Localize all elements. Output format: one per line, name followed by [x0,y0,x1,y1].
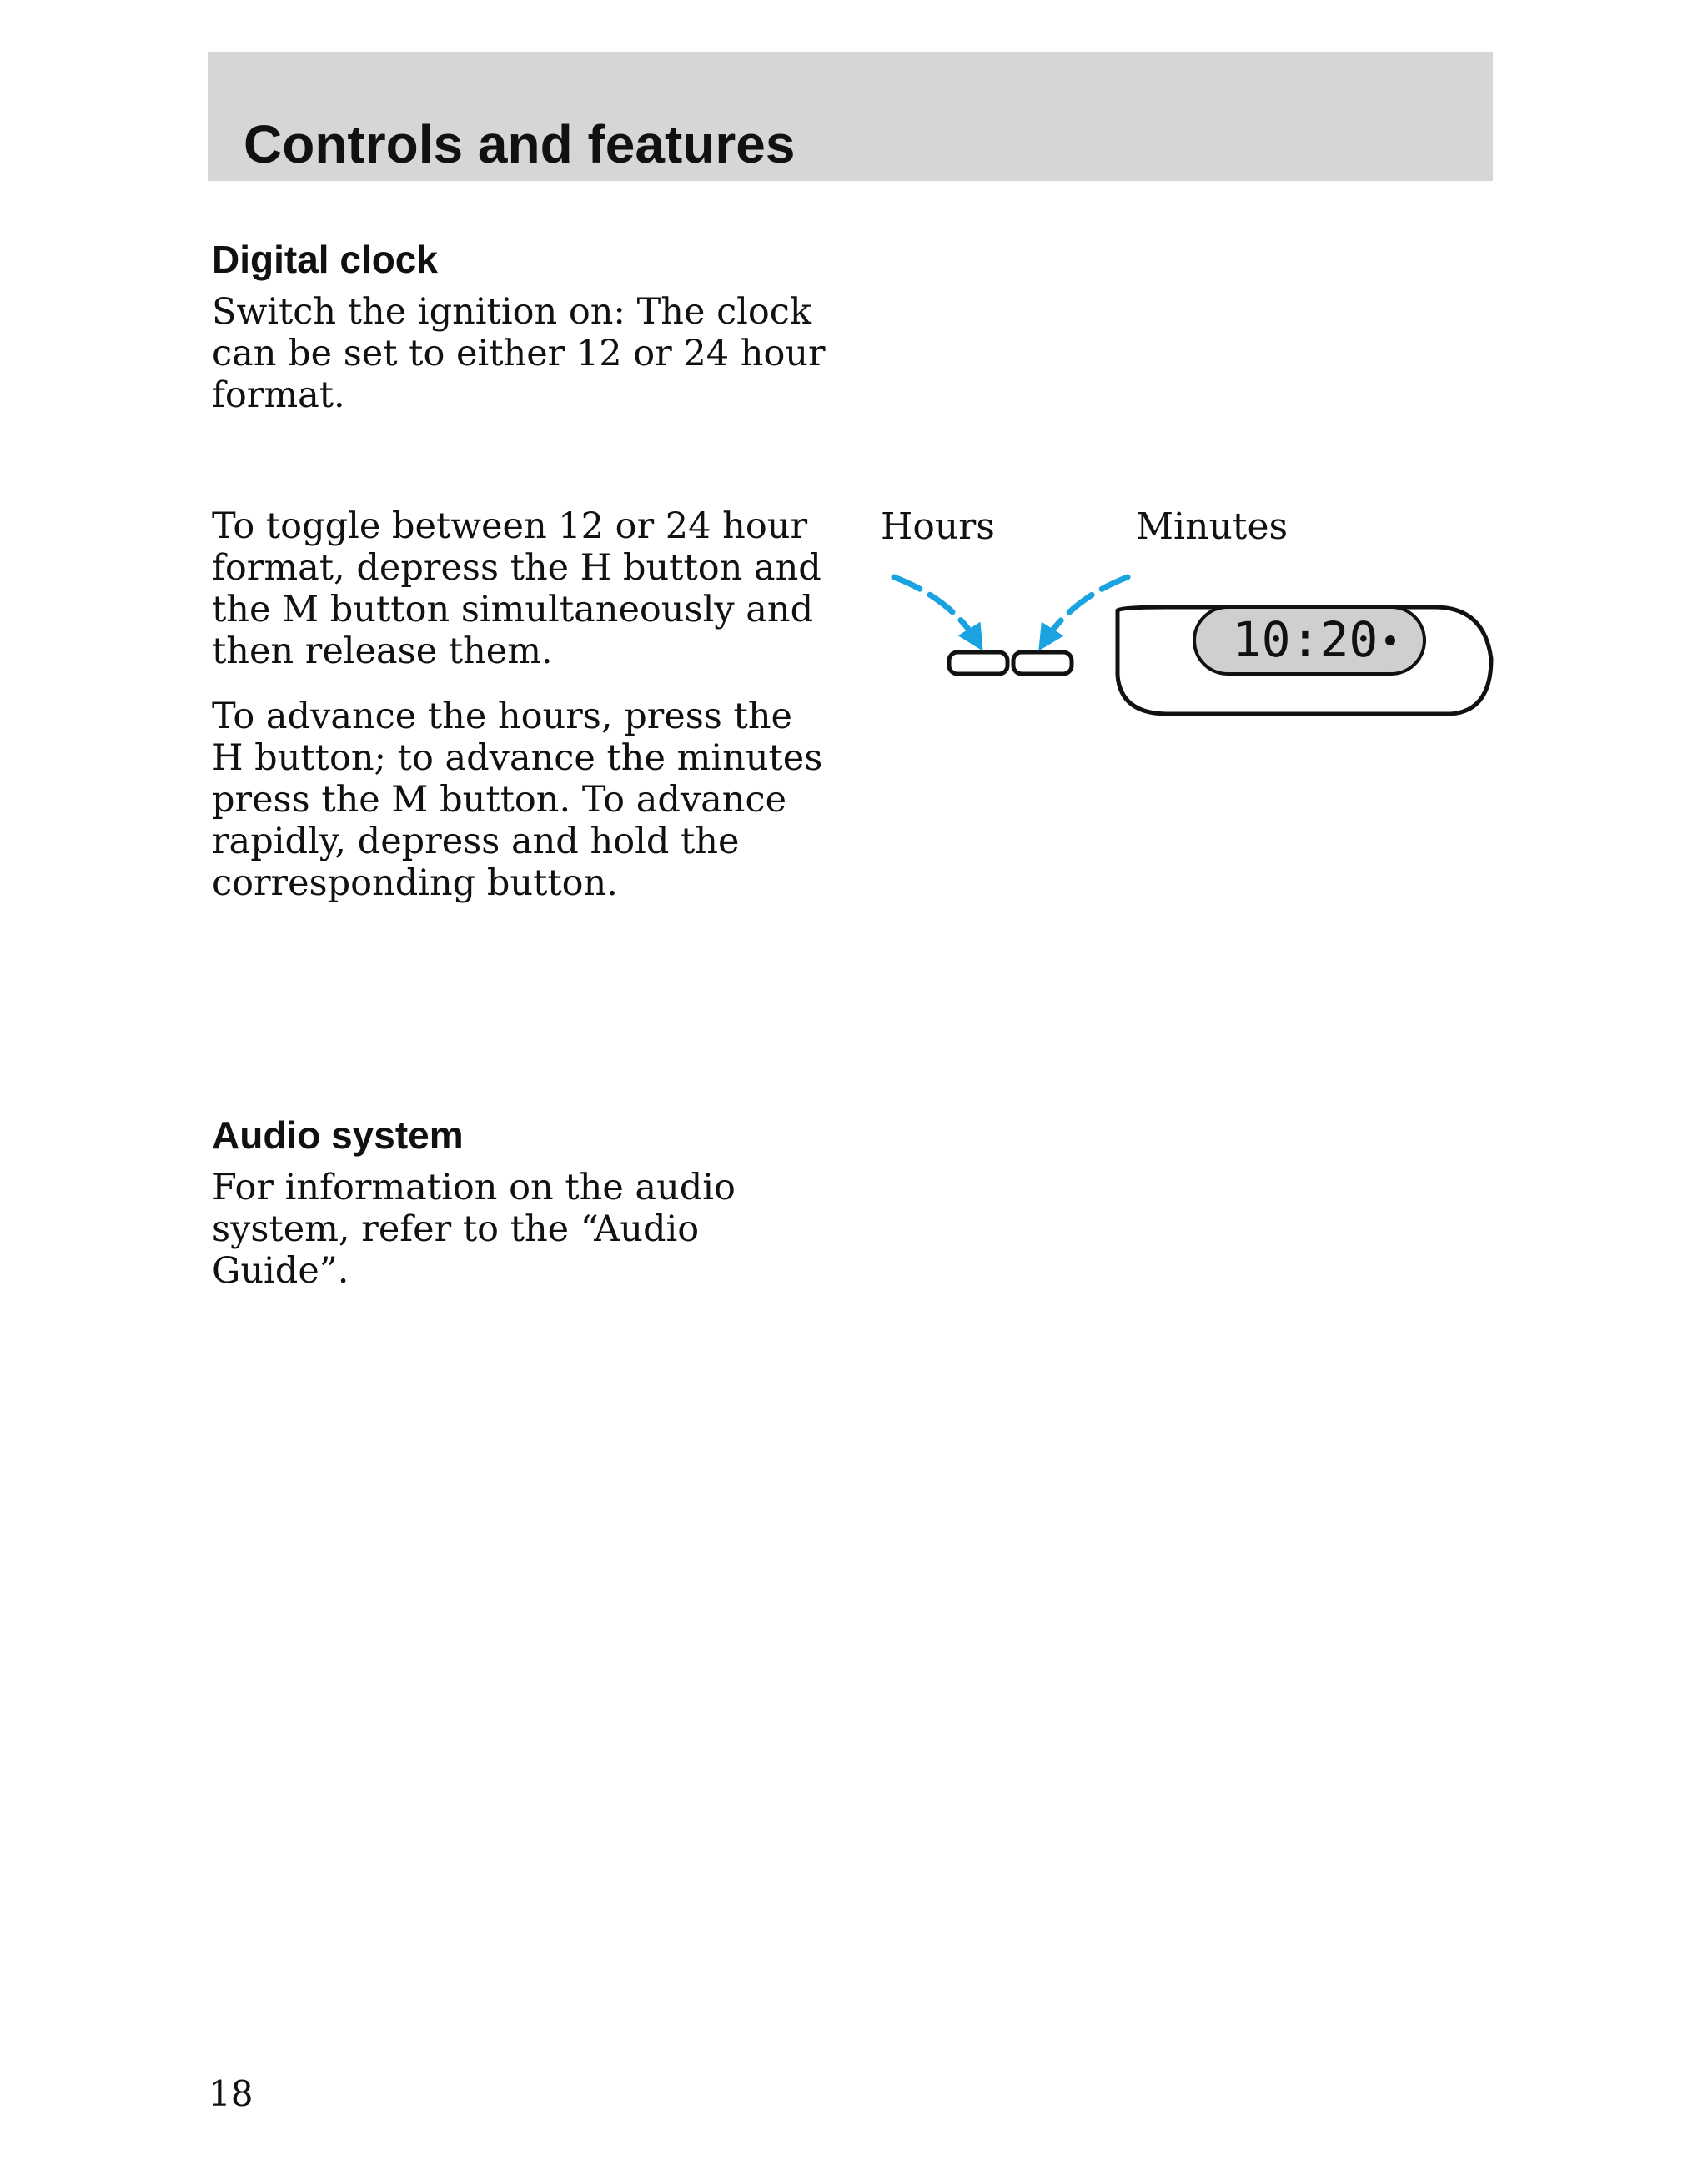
clock-instructions [212,505,829,904]
chapter-header [208,52,1493,181]
clock-indicator-dot [1385,635,1395,645]
minutes-label: Minutes [1136,505,1289,548]
digital-clock-section [212,239,829,416]
hours-button-icon [949,652,1007,674]
audio-system-paragraph: For information on the audio system, refer to the “Audio Guide”. [212,1166,736,1292]
clock-diagram [867,500,1501,734]
digital-clock-intro: Switch the ignition on: The clock can be set to either 12 or 24 hour format. [212,290,826,416]
advance-time-paragraph: To advance the hours, press the H button; to advance the minutes press the M button. To advance rapidly, depress and hold the corresponding button. [212,696,823,904]
clock-illustration [867,500,1501,734]
clock-time-readout: 10:20 [1232,611,1379,668]
chapter-title: Controls and features [244,114,796,174]
toggle-format-paragraph: To toggle between 12 or 24 hour format, depress the H button and the M button simultaneously and then release them. [212,505,821,672]
pointer-arrow-icon [1044,577,1128,642]
audio-system-section [212,1114,829,1292]
minutes-button-icon [1013,652,1072,674]
page-number: 18 [208,2073,254,2114]
digital-clock-heading: Digital clock [212,238,438,281]
audio-system-heading: Audio system [212,1113,464,1157]
hours-label: Hours [881,505,995,548]
pointer-arrow-icon [894,577,977,642]
